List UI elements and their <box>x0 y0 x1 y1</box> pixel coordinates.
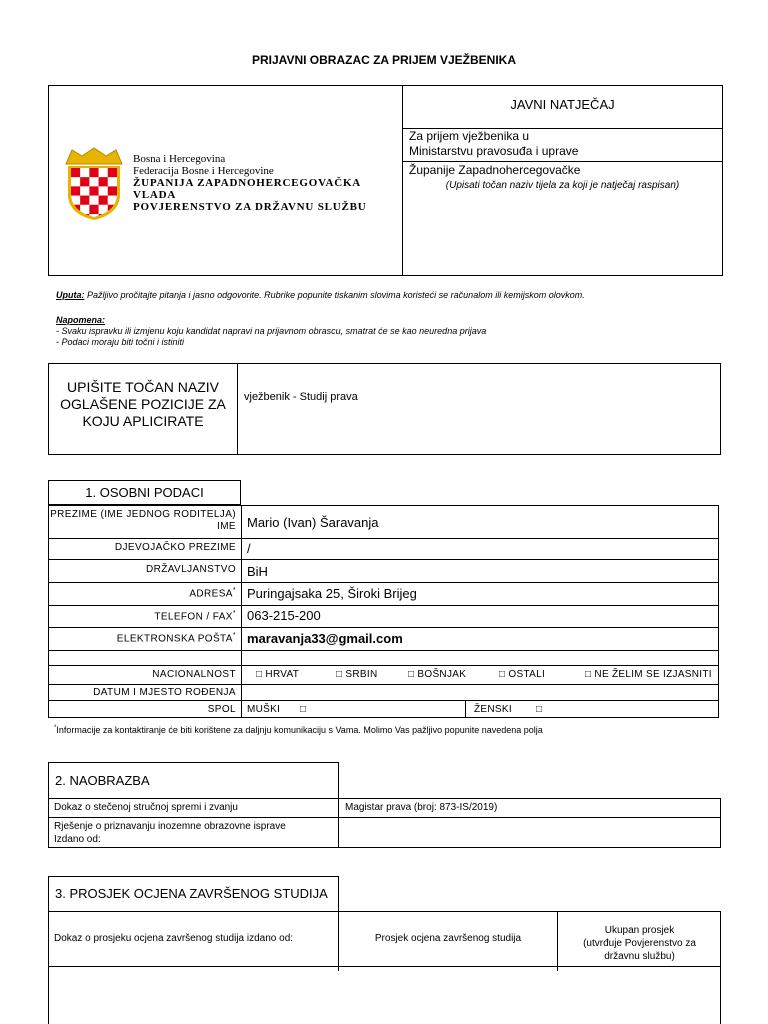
competition-line-3: Županije Zapadnohercegovačke <box>409 163 581 177</box>
competition-line-1: Za prijem vježbenika u <box>409 129 530 143</box>
napomena-line-1: - Svaku ispravku ili izmjenu koju kandidat napravi na prijavnom obrascu, smatrat će se kao neuredna prijava <box>56 326 487 336</box>
crest-square <box>80 196 89 205</box>
org-line-country: Bosna i Hercegovina <box>133 153 226 165</box>
maiden-name-field[interactable]: / <box>247 541 251 556</box>
grades-total-line-1: Ukupan prosjek <box>604 925 675 936</box>
nationality-srbin-checkbox[interactable]: □ SRBIN <box>336 669 378 680</box>
crest-square <box>108 186 117 195</box>
personal-section-title: 1. OSOBNI PODACI <box>85 485 204 500</box>
foreign-recognition-field[interactable] <box>339 818 720 847</box>
surname-label: PREZIME (IME JEDNOG RODITELJA) IME <box>50 509 236 532</box>
education-proof-field[interactable]: Magistar prava (broj: 873-IS/2019) <box>345 802 498 813</box>
address-label-text: ADRESA <box>189 588 233 600</box>
nationality-undeclared-checkbox[interactable]: □ NE ŽELIM SE IZJASNITI <box>585 669 712 680</box>
uputa-label: Uputa: <box>56 290 85 300</box>
crest-square <box>89 177 98 186</box>
napomena <box>56 315 486 348</box>
crest-square <box>89 186 98 195</box>
crest-square <box>71 214 80 222</box>
maiden-name-label: DJEVOJAČKO PREZIME <box>114 542 236 553</box>
address-label <box>50 587 236 599</box>
napomena-label: Napomena: <box>56 315 106 325</box>
crest-square <box>108 214 117 222</box>
email-label <box>50 632 236 644</box>
grades-total-label <box>558 924 721 963</box>
crest-square <box>89 196 98 205</box>
org-line-federation: Federacija Bosne i Hercegovine <box>133 165 274 177</box>
contact-footnote-text: Informacije za kontaktiranje će biti korištene za daljnju komunikaciju s Vama. Molimo Vas pažljivo popunite navedena polja <box>56 725 543 735</box>
nationality-ostali-checkbox[interactable]: □ OSTALI <box>499 669 546 680</box>
education-proof-label: Dokaz o stečenoj stručnoj spremi i zvanju <box>54 802 238 813</box>
foreign-recognition-line-2: Izdano od: <box>54 834 101 845</box>
coat-of-arms-logo <box>62 146 126 222</box>
competition-line-2: Ministarstvu pravosuđa i uprave <box>409 144 579 158</box>
foreign-recognition-line-1: Rješenje o priznavanju inozemne obrazovne isprave <box>54 821 286 832</box>
org-line-government: VLADA <box>133 189 177 201</box>
crest-square <box>71 177 80 186</box>
crest-square <box>89 168 98 177</box>
citizenship-label: DRŽAVLJANSTVO <box>145 564 236 575</box>
asterisk: * <box>232 587 236 594</box>
crest-square <box>71 168 80 177</box>
position-value-field[interactable]: vježbenik - Studij prava <box>244 391 358 403</box>
sex-label: SPOL <box>207 704 236 715</box>
position-label: UPIŠITE TOČAN NAZIV OGLAŠENE POZICIJE ZA KOJU APLICIRATE <box>60 379 226 429</box>
phone-label-text: TELEFON / FAX <box>154 611 233 623</box>
phone-label <box>50 610 236 622</box>
crest-square <box>99 186 108 195</box>
instructions <box>56 290 585 301</box>
uputa-text: Pažljivo pročitajte pitanja i jasno odgovorite. Rubrike popunite tiskanim slovima koristeći se računalom ili kemijskom olovkom. <box>84 290 585 300</box>
crest-square <box>99 168 108 177</box>
napomena-line-2: - Podaci moraju biti točni i istiniti <box>56 337 185 347</box>
competition-note: (Upisati točan naziv tijela za koji je natječaj raspisan) <box>445 180 680 191</box>
email-field[interactable]: maravanja33@gmail.com <box>247 631 403 646</box>
crest-square <box>99 196 108 205</box>
grades-total-line-3: državnu službu) <box>604 951 675 962</box>
sex-female-checkbox[interactable]: □ <box>536 704 543 715</box>
sex-male-label: MUŠKI <box>247 704 281 715</box>
form-title: PRIJAVNI OBRAZAC ZA PRIJEM VJEŽBENIKA <box>251 53 517 67</box>
crest-square <box>99 177 108 186</box>
crest-square <box>108 177 117 186</box>
phone-field[interactable]: 063-215-200 <box>247 608 321 623</box>
competition-name <box>409 129 578 159</box>
surname-field[interactable]: Mario (Ivan) Šaravanja <box>247 515 379 530</box>
sex-female-label: ŽENSKI <box>474 704 512 715</box>
crest-square <box>71 186 80 195</box>
grades-section-title: 3. PROSJEK OCJENA ZAVRŠENOG STUDIJA <box>55 886 328 901</box>
competition-title: JAVNI NATJEČAJ <box>510 97 615 112</box>
birth-label: DATUM I MJESTO ROĐENJA <box>93 687 236 698</box>
crest-square <box>80 168 89 177</box>
contact-footnote <box>54 723 543 736</box>
org-block <box>133 153 367 213</box>
grades-average-label: Prosjek ocjena završenog studija <box>374 933 522 944</box>
crest-square <box>80 186 89 195</box>
crest-square <box>108 168 117 177</box>
grades-proof-label: Dokaz o prosjeku ocjena završenog studija izdano od: <box>54 933 294 944</box>
org-line-canton: ŽUPANIJA ZAPADNOHERCEGOVAČKA <box>133 177 362 189</box>
nationality-hrvat-checkbox[interactable]: □ HRVAT <box>256 669 300 680</box>
org-line-commission: POVJERENSTVO ZA DRŽAVNU SLUŽBU <box>133 201 367 213</box>
education-section-title: 2. NAOBRAZBA <box>55 773 150 788</box>
nationality-label: NACIONALNOST <box>152 669 236 680</box>
nationality-bosnjak-checkbox[interactable]: □ BOŠNJAK <box>408 669 467 680</box>
birth-field[interactable] <box>242 685 718 700</box>
foreign-recognition-label <box>54 820 286 846</box>
asterisk: * <box>232 632 236 639</box>
address-field[interactable]: Puringajsaka 25, Široki Brijeg <box>247 586 417 601</box>
sex-male-checkbox[interactable]: □ <box>300 704 307 715</box>
crest-square <box>89 205 98 214</box>
asterisk: * <box>232 610 236 617</box>
asterisk: * <box>54 725 57 731</box>
grades-total-line-2: (utvrđuje Povjerenstvo za <box>583 938 696 949</box>
crest-square <box>80 177 89 186</box>
citizenship-field[interactable]: BiH <box>247 564 268 579</box>
email-label-text: ELEKTRONSKA POŠTA <box>116 633 233 645</box>
